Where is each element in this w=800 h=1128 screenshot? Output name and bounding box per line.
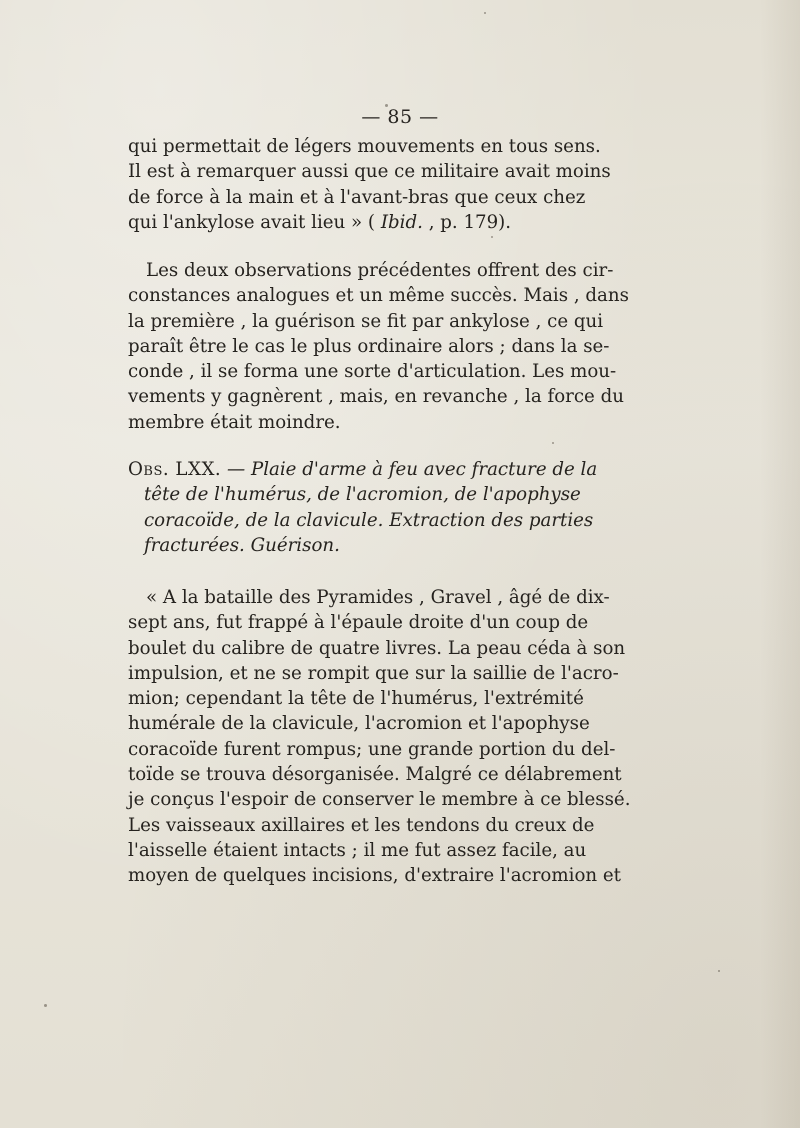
- paper-speck: [718, 970, 720, 972]
- text-line: impulsion, et ne se rompit que sur la saillie de l'acro-: [128, 662, 619, 684]
- observation-title-start: — Plaie d'arme à feu avec fracture de la: [226, 459, 598, 480]
- paper-speck: [44, 1004, 47, 1007]
- text-line: « A la bataille des Pyramides , Gravel , âgé de dix-: [146, 587, 610, 608]
- paragraph-discussion: [128, 258, 629, 435]
- citation-prefix: qui l'ankylose avait lieu » (: [128, 211, 381, 233]
- observation-line: coracoïde, de la clavicule. Extraction des parties: [144, 509, 594, 531]
- paragraph-continuation: [128, 134, 611, 235]
- paper-speck: [385, 104, 388, 107]
- paper-speck: [491, 236, 493, 238]
- observation-label: Obs. LXX.: [128, 459, 222, 480]
- text-line: coracoïde furent rompus; une grande portion du del-: [128, 738, 616, 760]
- text-line: mion; cependant la tête de l'humérus, l'extrémité: [128, 688, 584, 710]
- text-line: qui permettait de légers mouvements en tous sens.: [128, 136, 601, 157]
- text-line: toïde se trouva désorganisée. Malgré ce délabrement: [128, 764, 622, 786]
- observation-line: tête de l'humérus, de l'acromion, de l'apophyse: [144, 484, 581, 506]
- observation-line: [128, 457, 598, 482]
- text-line: je conçus l'espoir de conserver le membre à ce blessé.: [128, 789, 631, 811]
- page-number: — 85 —: [361, 106, 439, 128]
- paragraph-case-narrative: [128, 585, 631, 889]
- page-edge-shadow: [760, 0, 800, 1128]
- text-line: constances analogues et un même succès. Mais , dans: [128, 285, 629, 307]
- text-line: conde , il se forma une sorte d'articulation. Les mou-: [128, 361, 617, 383]
- text-line: membre était moindre.: [128, 411, 341, 433]
- text-line: boulet du calibre de quatre livres. La peau céda à son: [128, 637, 626, 659]
- citation-suffix: , p. 179).: [422, 211, 512, 233]
- text-line: sept ans, fut frappé à l'épaule droite d'un coup de: [128, 612, 589, 634]
- text-line: humérale de la clavicule, l'acromion et l'apophyse: [128, 713, 590, 735]
- text-line: l'aisselle étaient intacts ; il me fut assez facile, au: [128, 839, 587, 861]
- citation-ibid: Ibid.: [380, 211, 423, 233]
- paper-speck: [484, 12, 486, 14]
- text-line: la première , la guérison se fit par ankylose , ce qui: [128, 310, 604, 332]
- text-line: moyen de quelques incisions, d'extraire l'acromion et: [128, 865, 621, 887]
- observation-heading: [128, 457, 598, 558]
- text-line: paraît être le cas le plus ordinaire alors ; dans la se-: [128, 335, 610, 357]
- text-line: Il est à remarquer aussi que ce militaire avait moins: [128, 161, 611, 183]
- text-line: Les deux observations précédentes offrent des cir-: [146, 260, 614, 281]
- text-line-citation: [128, 210, 548, 235]
- paper-speck: [552, 442, 554, 444]
- text-line: de force à la main et à l'avant-bras que ceux chez: [128, 186, 586, 208]
- observation-line: fracturées. Guérison.: [144, 534, 340, 556]
- text-line: vements y gagnèrent , mais, en revanche , la force du: [128, 386, 624, 408]
- text-line: Les vaisseaux axillaires et les tendons du creux de: [128, 814, 595, 836]
